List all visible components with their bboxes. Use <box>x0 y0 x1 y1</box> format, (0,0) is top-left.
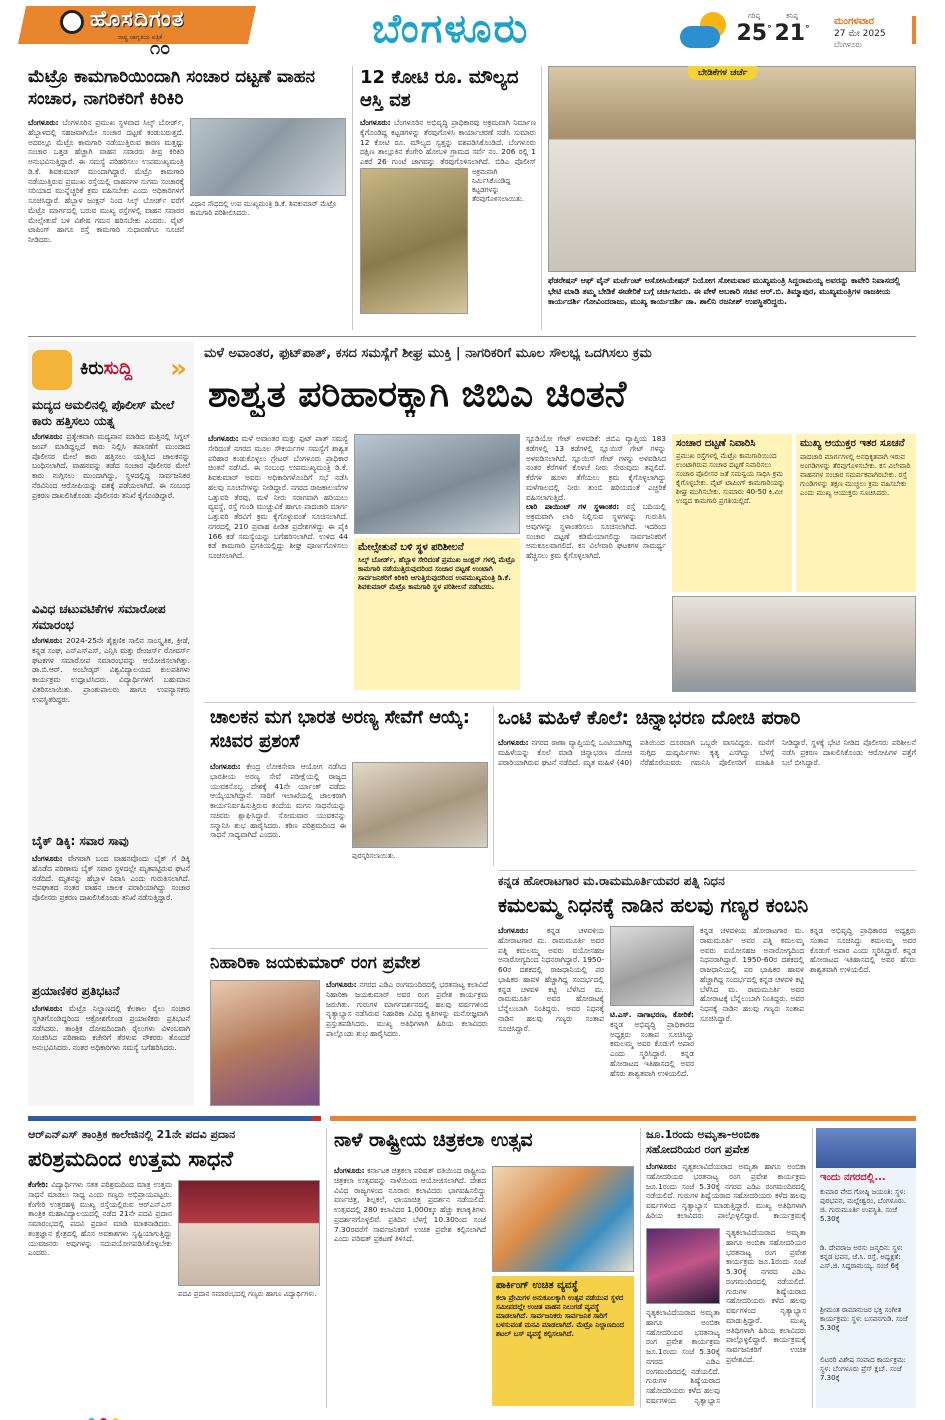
lead-box-traffic-body: ಪ್ರಮುಖ ರಸ್ತೆಗಳಲ್ಲಿ ಮೆಟ್ರೊ ಕಾಮಗಾರಿಯಿಂದ ಉಂಟಾಗಿರುವ ಸಂಚಾರ ದಟ್ಟಣೆ ನಿವಾರಿಸಲು ಸಂಚಾರ ಪೊಲೀಸರ ಜತೆ ಸಮನ್ವಯ ಸಾಧಿಸಿ ಕ್ರಮ ಕೈಗೊಳ್ಳಬೇಕು. ವೈಟ್ ಟಾಪಿಂಗ್ ಕಾಮಗಾರಿಯನ್ನು ಶೀಘ್ರ ಮುಗಿಸಬೇಕು. ಸುಮಾರು 40-50 ಕಿ.ಮೀ ಉದ್ದದ ಕಾಮಗಾರಿ ಪ್ರಗತಿಯಲ್ಲಿದೆ. <box>676 452 786 506</box>
lead-photo <box>354 434 520 534</box>
article-metro-traffic <box>28 66 346 330</box>
article-niharika-photo <box>210 980 320 1106</box>
lead-photo-caption-box <box>354 538 520 690</box>
article-niharika-title: ನಿಹಾರಿಕಾ ಜಯಕುಮಾರ್ ರಂಗ ಪ್ರವೇಶ <box>210 953 421 973</box>
article-forest-service-caption: ಪುರಸ್ಕರಿಸಲಾಯಿತು. <box>352 852 396 860</box>
masthead-accent-bar <box>912 16 916 44</box>
divider <box>352 66 353 330</box>
article-rns-title: ಪರಿಶ್ರಮದಿಂದ ಉತ್ತಮ ಸಾಧನೆ <box>28 1147 233 1171</box>
color-strip <box>28 1116 916 1121</box>
list-item: ಡಿ. ದೇವರಾಜ ಅರಸು ಜನ್ಮದಿನ: ಸ್ಥಳ: ಕನ್ನಡ ಭವನ, ಜೆ.ಸಿ. ರಸ್ತೆ. ಅಧ್ಯಕ್ಷತೆ: ಎಸ್.ಜಿ. ಸಿದ್ದರಾಮಯ್ಯ. ಸಂಜೆ 6ಕ್ಕೆ <box>820 1244 903 1271</box>
edition: ಬೆಂಗಳೂರು <box>834 39 863 49</box>
article-chitrakala-photo <box>492 1166 634 1272</box>
article-rns-caption: ಪದವಿ ಪ್ರದಾನ ಸಮಾರಂಭದಲ್ಲಿ ಗಣ್ಯರು ಹಾಗೂ ವಿದ್ಯಾರ್ಥಿಗಳು. <box>178 1290 317 1298</box>
kirusuddi-item-title: ಮದ್ಯದ ಅಮಲಿನಲ್ಲಿ ಪೊಲೀಸ್ ಮೇಲೆ ಕಾರು ಹತ್ತಿಸಲು ಯತ್ನ <box>32 398 175 428</box>
list-item <box>32 602 190 830</box>
masthead-date-block <box>834 16 914 49</box>
list-item: ಲಿಟರರಿ ವಿಶೇಷ ಸಂವಾದ ಕಾರ್ಯಕ್ರಮ: ಸ್ಥಳ: ಬೆಂಗಳೂರು ಪ್ರೆಸ್ ಕ್ಲಬ್. ಸಂಜೆ 7.30ಕ್ಕೆ <box>820 1356 907 1383</box>
article-metro-traffic-body: ಬೆಂಗಳೂರು: ಬೆಂಗಳೂರಿನ ಪ್ರಮುಖ ಸ್ಥಳವಾದ ಸಿಲ್ಕ್ ಬೋರ್ಡ್, ಹೆಬ್ಬಾಳದಲ್ಲಿ ಸಹಜವಾಗಿಯೇ ಸಂಚಾರ ದಟ್ಟಣೆ ಕಂಡುಬರುತ್ತದೆ. ಅದರಲ್ಲೂ ಮೆಟ್ರೊ ಕಾಮಗಾರಿ ನಡೆಯುತ್ತಿರುವ ಕಾರಣ ಮತ್ತಷ್ಟು ಸಂಚಾರ ಒತ್ತಡ ಹೆಚ್ಚಾಗಿ ವಾಹನ ಸವಾರರು ತೀವ್ರ ಕಿರಿಕಿರಿ ಅನುಭವಿಸುತ್ತಿದ್ದಾರೆ. ಈ ಸಮಸ್ಯೆ ಪರಿಹರಿಸಲು ಉಪಮುಖ್ಯಮಂತ್ರಿ ಡಿ.ಕೆ. ಶಿವಕುಮಾರ್ ಮುಂದಾಗಿದ್ದಾರೆ. ಮೆಟ್ರೊ ಕಾಮಗಾರಿ ನಡೆಯುತ್ತಿರುವ ಪ್ರಮುಖ ರಸ್ತೆಯಲ್ಲಿ ವಾಹನಗಳ ಸುಗಮ ಸಂಚಾರಕ್ಕೆ ಸರಿಯಾದ ಮುನ್ನೆಚ್ಚರಿಕೆ ಕ್ರಮ ವಹಿಸಬೇಕು ಎಂದು ಅಧಿಕಾರಿಗಳಿಗೆ ಸೂಚಿಸಿದ್ದಾರೆ. ಹೆಬ್ಬಾಳ ಜಂಕ್ಷನ್ ನಿಂದ ಸಿಲ್ಕ್ ಬೋರ್ಡ್ ವರೆಗೆ ಮೆಟ್ರೊ ಮಾರ್ಗದಲ್ಲಿ ಬರುವ ಮುಖ್ಯ ರಸ್ತೆಗಳಲ್ಲಿ ವಾಹನ ಸವಾರರ ಮೇಲ್ಸೇತುವೆ ಬಳಿ ವಿಶೇಷ ಗಮನ ಹರಿಸಬೇಕು ಎಂದರು. ವೈಟ್ ಟಾಪಿಂಗ್ ಹಾಗೂ ರಸ್ತೆ ಕಾಮಗಾರಿ ಸುಧಾರಣೆಗೂ ಸೂಚನೆ ನೀಡಿದರು. <box>28 118 184 245</box>
paper-logo-circle-icon <box>60 10 84 34</box>
today-in-city-title: ಇಂದು ನಗರದಲ್ಲಿ... <box>820 1172 886 1183</box>
paper-name: ಹೊಸದಿಗಂತ <box>90 7 185 32</box>
parking-box-body: ಕಲಾ ಪ್ರೇಮಿಗಳ ಅನುಕೂಲಕ್ಕಾಗಿ ಉತ್ಸವ ನಡೆಯುವ ಸ್ಥಳದ ಸಮೀಪದಲ್ಲೇ ಉಚಿತ ವಾಹನ ನಿಲುಗಡೆ ವ್ಯವಸ್ಥೆ ಮಾಡಲಾಗಿದೆ. ಸಾರ್ವಜನಿಕರು ಸಾರ್ವಜನಿಕ ಸಾರಿಗೆ ಬಳಸುವಂತೆ ಮನವಿ ಮಾಡಲಾಗಿದೆ. ಮೆಟ್ರೊ ನಿಲ್ದಾಣದಿಂದ ಶಟಲ್ ಬಸ್ ವ್ಯವಸ್ಥೆ ಕಲ್ಪಿಸಲಾಗಿದೆ. <box>496 1294 624 1339</box>
lead-kicker: ಮಳೆ ಅವಾಂತರ, ಫುಟ್‌ಪಾತ್, ಕಸದ ಸಮಸ್ಯೆಗೆ ಶೀಘ್ರ ಮುಕ್ತಿ | ನಾಗರಿಕರಿಗೆ ಮೂಲ ಸೌಲಭ್ಯ ಒದಗಿಸಲು ಕ್ರಮ <box>204 346 652 361</box>
lead-box-traffic-title: ಸಂಚಾರ ದಟ್ಟಣೆ ನಿವಾರಿಸಿ <box>676 438 756 449</box>
article-property-seized-title: 12 ಕೋಟಿ ರೂ. ಮೌಲ್ಯದ ಆಸ್ತಿ ವಶ <box>360 67 519 112</box>
article-rns <box>28 1128 320 1408</box>
article-amrutha-photo <box>646 1228 720 1304</box>
lead-story <box>204 342 916 698</box>
article-property-seized-caption: ಅಕ್ರಮವಾಗಿ ನಿರ್ಮಿಸಿಕೊಂಡಿದ್ದ ಕಟ್ಟಡಗಳನ್ನು ತೆರವುಗೊಳಿಸಲಾಯಿತು. <box>472 168 525 204</box>
weather-sun-cloud-icon <box>680 12 732 52</box>
article-property-seized <box>360 66 536 330</box>
article-kamalamma-title: ಕಮಲಮ್ಮ ನಿಧನಕ್ಕೆ ನಾಡಿನ ಹಲವು ಗಣ್ಯರ ಕಂಬನಿ <box>498 893 809 917</box>
kirusuddi-label-b: ಸುದ್ದಿ <box>103 358 133 379</box>
lead-body-col1: ಬೆಂಗಳೂರು: ಮಳೆ ಅವಾಂತರ ಮತ್ತು ಫುಟ್ ಪಾತ್ ಸಮಸ್ಯೆ ಸೇರಿದಂತೆ ನಗರದ ಮೂಲ ಸೌಕರ್ಯಗಳ ಸಮಸ್ಯೆಗೆ ಶಾಶ್ವತ ಪರಿಹಾರ ಕಂಡುಕೊಳ್ಳಲು ಗ್ರೇಟರ್ ಬೆಂಗಳೂರು ಪ್ರಾಧಿಕಾರ ಚಿಂತನೆ ನಡೆಸಿದೆ. ಈ ಸಂಬಂಧ ಉಪಮುಖ್ಯಮಂತ್ರಿ ಡಿ.ಕೆ. ಶಿವಕುಮಾರ್ ಅವರು ಅಧಿಕಾರಿಗಳೊಂದಿಗೆ ಸಭೆ ನಡೆಸಿ ಹಲವು ಸೂಚನೆಗಳನ್ನು ನೀಡಿದ್ದಾರೆ. ನಗರದ ರಾಜಕಾಲುವೆಗಳ ಒತ್ತುವರಿ ತೆರವು, ಮಳೆ ನೀರು ಸರಾಗವಾಗಿ ಹರಿಯಲು ವ್ಯವಸ್ಥೆ, ರಸ್ತೆ ಗುಂಡಿ ಮುಚ್ಚುವಿಕೆ ಹಾಗೂ ಪಾದಚಾರಿ ಮಾರ್ಗ ಒತ್ತುವರಿ ತೆರವಿಗೆ ಕ್ರಮ ಕೈಗೊಳ್ಳುವಂತೆ ಸೂಚಿಸಲಾಗಿದೆ. ನಗರದಲ್ಲಿ 210 ಪ್ರವಾಹ ಪೀಡಿತ ಪ್ರದೇಶಗಳಿದ್ದು ಈ ಪೈಕಿ 166 ಕಡೆ ಸಮಸ್ಯೆಯನ್ನು ಬಗೆಹರಿಸಲಾಗಿದೆ. ಉಳಿದ 44 ಕಡೆ ಕಾಮಗಾರಿ ಪ್ರಗತಿಯಲ್ಲಿದ್ದು ಶೀಘ್ರ ಪೂರ್ಣಗೊಳಿಸಲು ಸೂಚಿಸಲಾಗಿದೆ. <box>208 434 348 561</box>
kirusuddi-item-title: ವಿವಿಧ ಚಟುವಟಿಕೆಗಳ ಸಮಾರೋಪ ಸಮಾರಂಭ <box>32 602 166 632</box>
list-item <box>32 834 190 980</box>
article-amrutha-title: ಜೂ.1ರಂದು ಅಮೃತಾ-ಅಂಬಿಕಾ ಸಹೋದರಿಯರ ರಂಗ ಪ್ರವೇಶ <box>646 1128 760 1156</box>
lead-photo-caption-title: ಮೇಲ್ಸೇತುವೆ ಬಳಿ ಸ್ಥಳ ಪರಿಶೀಲನೆ <box>358 542 464 553</box>
article-chitrakala-body: ಬೆಂಗಳೂರು: ಕರ್ನಾಟಕ ಚಿತ್ರಕಲಾ ಪರಿಷತ್ ವತಿಯಿಂದ ರಾಷ್ಟ್ರೀಯ ಚಿತ್ರಕಲಾ ಉತ್ಸವವನ್ನು ನಾಳೆಯಿಂದ ಆಯೋಜಿಸಲಾಗಿದೆ. ದೇಶದ ವಿವಿಧ ರಾಜ್ಯಗಳಿಂದ ನೂರಾರು ಕಲಾವಿದರು ಭಾಗವಹಿಸಲಿದ್ದು ವರ್ಣಚಿತ್ರ, ಶಿಲ್ಪಕಲೆ, ಛಾಯಾಚಿತ್ರ ಪ್ರದರ್ಶನ ನಡೆಯಲಿದೆ. ಉತ್ಸವದಲ್ಲಿ 280 ಕಲಾವಿದರ 1,000ಕ್ಕೂ ಹೆಚ್ಚು ಕಲಾಕೃತಿಗಳು ಪ್ರದರ್ಶನಗೊಳ್ಳಲಿವೆ. ಪ್ರತಿದಿನ ಬೆಳಗ್ಗೆ 10.30ರಿಂದ ಸಂಜೆ 7.30ರವರೆಗೆ ಸಾರ್ವಜನಿಕರಿಗೆ ಉಚಿತ ಪ್ರವೇಶ ಕಲ್ಪಿಸಲಾಗಿದೆ ಎಂದು ಪರಿಷತ್ ಪ್ರಕಟಣೆ ತಿಳಿಸಿದೆ. <box>334 1166 486 1244</box>
article-rns-photo <box>178 1180 320 1286</box>
divider <box>541 66 542 330</box>
lead-box-commissioner-body: ಪಾದಚಾರಿ ಮಾರ್ಗಗಳಲ್ಲಿ ಅನಧಿಕೃತವಾಗಿ ಇರುವ ಅಂಗಡಿಗಳನ್ನು ತೆರವುಗೊಳಿಸಬೇಕು. ಕಸ ವಿಲೇವಾರಿ ವಾಹನಗಳ ಸಂಚಾರ ಸಮರ್ಪಕವಾಗಿರಬೇಕು. ರಸ್ತೆ ಗುಂಡಿಗಳನ್ನು ತಕ್ಷಣ ಮುಚ್ಚಲು ಕ್ರಮ ವಹಿಸಬೇಕು ಎಂದು ಮುಖ್ಯ ಆಯುಕ್ತರು ಸೂಚಿಸಿದರು. <box>800 453 911 498</box>
article-kamalamma-portrait <box>610 926 694 1006</box>
lead-box-commissioner <box>796 434 916 592</box>
kirusuddi-item-body: ಬೆಂಗಳೂರು: 2024-25ನೇ ಶೈಕ್ಷಣಿಕ ಸಾಲಿನ ಸಾಂಸ್ಕೃತಿಕ, ಕ್ರೀಡೆ, ಕನ್ನಡ ಸಂಘ, ಎನ್ಎಸ್ಎಸ್, ಎನ್ಸಿಸಿ ಮತ್ತು ರೇಂಜರ್ಸ್ ರೋವರ್ಸ್ ಘಟಕಗಳ ಸಮಾರೋಪ ಸಮಾರಂಭವನ್ನು ಆಯೋಜಿಸಲಾಗಿತ್ತು. ಡಾ.ಬಿ.ಆರ್. ಅಂಬೇಡ್ಕರ್ ವಿಶ್ವವಿದ್ಯಾಲಯದ ಕುಲಪತಿಗಳು ಕಾರ್ಯಕ್ರಮ ಉದ್ಘಾಟಿಸಿದರು. ವಿದ್ಯಾರ್ಥಿಗಳಿಗೆ ಬಹುಮಾನ ವಿತರಿಸಲಾಯಿತು. ಪ್ರಾಂಶುಪಾಲರು ಹಾಗೂ ಉಪನ್ಯಾಸಕರು ಉಪಸ್ಥಿತರಿದ್ದರು. <box>32 636 190 704</box>
list-item <box>32 984 190 1102</box>
article-kamalamma-body3: ಕನ್ನಡ ಚಳವಳಿಯ ಹೋರಾಟಗಾರ ಮ. ರಾಮಮೂರ್ತಿ ಅವರ ಪತ್ನಿ ಕಮಲಮ್ಮ ಅವರು ವಯೋಸಹಜ ಅನಾರೋಗ್ಯದಿಂದ ನಿಧನರಾಗಿದ್ದಾರೆ. 1950-60ರ ದಶಕದಲ್ಲಿ ರಾಜಧಾನಿಯಲ್ಲಿ ಪರ ಭಾಷಿಕರ ಹಾವಳಿ ಹೆಚ್ಚಾಗಿದ್ದ ಸಂದರ್ಭದಲ್ಲಿ ಕನ್ನಡ ಚಳವಳಿ ಕಟ್ಟಿ ಬೆಳೆಸಿದ ಮ. ರಾಮಮೂರ್ತಿ ಅವರ ಹೋರಾಟಕ್ಕೆ ಬೆನ್ನೆಲುಬಾಗಿ ನಿಂತಿದ್ದರು. ಅವರ ನಿಧನಕ್ಕೆ ನಾಡಿನ ಹಲವು ಗಣ್ಯರು ಸಂತಾಪ ಸೂಚಿಸಿದ್ದಾರೆ. <box>700 926 804 1023</box>
article-chitrakala <box>334 1128 634 1408</box>
divider <box>640 1128 641 1408</box>
parking-box-title: ಪಾರ್ಕಿಂಗ್ ಉಚಿತ ವ್ಯವಸ್ಥೆ <box>496 1280 579 1291</box>
divider <box>326 1128 327 1408</box>
article-forest-service <box>210 706 488 944</box>
article-murder-body: ಬೆಂಗಳೂರು: ನಗರದ ಠಾಣಾ ವ್ಯಾಪ್ತಿಯಲ್ಲಿ ಒಂಟಿಯಾಗಿದ್ದ ಮಹಿಳೆಯನ್ನು ಕೊಲೆ ಮಾಡಿ ಚಿನ್ನಾಭರಣ ದೋಚಿ ಪರಾರಿಯಾಗಿರುವ ಘಟನೆ ನಡೆದಿದೆ. ಮೃತ ಮಹಿಳೆ (40) ಪತಿಯಿಂದ ದೂರವಾಗಿ ಒಬ್ಬರೇ ವಾಸವಿದ್ದರು. ಮನೆಗೆ ನುಗ್ಗಿದ ದುಷ್ಕರ್ಮಿಗಳು ಕೃತ್ಯ ಎಸಗಿದ್ದು ಬೆಳಗ್ಗೆ ನೆರೆಹೊರೆಯವರು ಗಮನಿಸಿ ಪೊಲೀಸರಿಗೆ ಮಾಹಿತಿ ನೀಡಿದ್ದಾರೆ. ಸ್ಥಳಕ್ಕೆ ಭೇಟಿ ನೀಡಿದ ಪೊಲೀಸರು ಪರಿಶೀಲನೆ ನಡೆಸಿ ಪ್ರಕರಣ ದಾಖಲಿಸಿಕೊಂಡು ಆರೋಪಿಗಳ ಪತ್ತೆಗೆ ಬಲೆ ಬೀಸಿದ್ದಾರೆ. <box>498 738 916 767</box>
kirusuddi-item-title: ಬೈಕ್ ಡಿಕ್ಕಿ: ಸವಾರ ಸಾವು <box>32 834 129 848</box>
article-kamalamma-body2: ಟಿ.ಎಸ್. ನಾಗಾಭರಣ, ಕೋರಿಕೆ: ಕನ್ನಡ ಅಭಿವೃದ್ಧಿ ಪ್ರಾಧಿಕಾರದ ಅಧ್ಯಕ್ಷರು ಸಂತಾಪ ಸೂಚಿಸಿದ್ದು ಕಮಲಮ್ಮ ಅವರ ಕೊಡುಗೆ ಅಪಾರ ಎಂದು ಸ್ಮರಿಸಿದ್ದಾರೆ. ಕನ್ನಡ ಹೋರಾಟದ ಇತಿಹಾಸದಲ್ಲಿ ಅವರ ಹೆಸರು ಶಾಶ್ವತವಾಗಿ ಉಳಿಯಲಿದೆ. <box>610 1010 694 1078</box>
article-murder <box>498 706 916 866</box>
day-name: ಮಂಗಳವಾರ <box>834 16 875 27</box>
weather-min-value: 21 <box>774 21 806 46</box>
masthead <box>0 0 945 62</box>
article-rns-kicker: ಆರ್‌ಎನ್‌ಎಸ್ ತಾಂತ್ರಿಕ ಕಾಲೇಜಿನಲ್ಲಿ 21ನೇ ಪದವಿ ಪ್ರದಾನ <box>28 1128 236 1141</box>
article-amrutha-body: ಬೆಂಗಳೂರು: ನೃತ್ಯಕಲಾವಿದೆಯರಾದ ಅಮೃತಾ ಹಾಗೂ ಅಂಬಿಕಾ ಸಹೋದರಿಯರ ಭರತನಾಟ್ಯ ರಂಗ ಪ್ರವೇಶ ಕಾರ್ಯಕ್ರಮ ಜೂ.1ರಂದು ಸಂಜೆ 5.30ಕ್ಕೆ ನಗರದ ಎಡಿಎ ರಂಗಮಂದಿರದಲ್ಲಿ ನಡೆಯಲಿದೆ. ಗುರುಗಳ ಶಿಷ್ಯೆಯರಾದ ಸಹೋದರಿಯರು ಕಳೆದ ಹಲವು ವರ್ಷಗಳಿಂದ ನೃತ್ಯಾಭ್ಯಾಸ ಮಾಡುತ್ತಿದ್ದಾರೆ. ಮುಖ್ಯ ಅತಿಥಿಗಳಾಗಿ ಹಿರಿಯ ಕಲಾವಿದರು ಪಾಲ್ಗೊಳ್ಳಲಿದ್ದಾರೆ. ಕಾರ್ಯಕ್ರಮಕ್ಕೆ <box>646 1162 806 1220</box>
divider <box>498 870 916 871</box>
article-forest-service-photo <box>352 762 488 848</box>
kirusuddi-column <box>28 342 194 1106</box>
lead-meeting-photo <box>672 596 916 692</box>
weather-min-label: ಕನಿಷ್ಠ <box>786 12 798 20</box>
demands-badge: ಬೇಡಿಕೆಗಳ ಚರ್ಚೆ <box>688 66 757 80</box>
kirusuddi-header <box>28 348 194 396</box>
lead-title: ಶಾಶ್ವತ ಪರಿಹಾರಕ್ಕಾಗಿ ಜಿಬಿಎ ಚಿಂತನೆ <box>208 374 627 415</box>
list-item <box>32 398 190 598</box>
lead-box-commissioner-title: ಮುಖ್ಯ ಆಯುಕ್ತರ ಇತರ ಸೂಚನೆ <box>800 438 905 449</box>
weather-max-value: 25 <box>736 21 768 46</box>
article-kamalamma <box>498 874 916 1106</box>
divider <box>812 1128 813 1408</box>
article-amrutha-body3: ನೃತ್ಯಕಲಾವಿದೆಯರಾದ ಅಮೃತಾ ಹಾಗೂ ಅಂಬಿಕಾ ಸಹೋದರಿಯರ ಭರತನಾಟ್ಯ ರಂಗ ಪ್ರವೇಶ ಕಾರ್ಯಕ್ರಮ ಜೂ.1ರಂದು ಸಂಜೆ 5.30ಕ್ಕೆ ನಗರದ ಎಡಿಎ ರಂಗಮಂದಿರದಲ್ಲಿ ನಡೆಯಲಿದೆ. ಗುರುಗಳ ಶಿಷ್ಯೆಯರಾದ ಸಹೋದರಿಯರು ಕಳೆದ ಹಲವು ವರ್ಷಗಳಿಂದ ನೃತ್ಯಾಭ್ಯಾಸ <box>646 1308 720 1405</box>
kirusuddi-item-body: ಬೆಂಗಳೂರು: ವೇಗವಾಗಿ ಬಂದ ವಾಹನವೊಂದು ಬೈಕ್ ಗೆ ಡಿಕ್ಕಿ ಹೊಡೆದ ಪರಿಣಾಮ ಬೈಕ್ ಸವಾರ ಸ್ಥಳದಲ್ಲೇ ಮೃತಪಟ್ಟಿರುವ ಘಟನೆ ನಡೆದಿದೆ. ಮೃತನನ್ನು ಹೆಬ್ಬಾಳ ನಿವಾಸಿ ಎಂದು ಗುರುತಿಸಲಾಗಿದೆ. ಅಪಘಾತದ ನಂತರ ವಾಹನ ಚಾಲಕ ಪರಾರಿಯಾಗಿದ್ದು ಸಂಚಾರ ಪೊಲೀಸರು ಪ್ರಕರಣ ದಾಖಲಿಸಿಕೊಂಡು ತನಿಖೆ ನಡೆಸುತ್ತಿದ್ದಾರೆ. <box>32 854 190 903</box>
article-niharika-body: ಬೆಂಗಳೂರು: ನಗರದ ಎಡಿಎ ರಂಗಮಂದಿರದಲ್ಲಿ ಭರತನಾಟ್ಯ ಕಲಾವಿದೆ ನಿಹಾರಿಕಾ ಜಯಕುಮಾರ್ ಅವರ ರಂಗ ಪ್ರವೇಶ ಕಾರ್ಯಕ್ರಮ ಜರುಗಿತು. ಗುರುಗಳ ಮಾರ್ಗದರ್ಶನದಲ್ಲಿ ಹಲವು ವರ್ಷಗಳಿಂದ ನೃತ್ಯಾಭ್ಯಾಸ ನಡೆಸಿರುವ ನಿಹಾರಿಕಾ ವಿವಿಧ ಕೃತಿಗಳನ್ನು ಮನೋಜ್ಞವಾಗಿ ಪ್ರಸ್ತುತಪಡಿಸಿದರು. ಮುಖ್ಯ ಅತಿಥಿಗಳಾಗಿ ಹಿರಿಯ ಕಲಾವಿದರು ಪಾಲ್ಗೊಂಡು ಶುಭ ಹಾರೈಸಿದರು. <box>326 980 488 1038</box>
divider <box>210 948 488 949</box>
article-rns-body: ಕೆಂಗೇರಿ: ವಿದ್ಯಾರ್ಥಿಗಳು ಸತತ ಪರಿಶ್ರಮದಿಂದ ಮಾತ್ರ ಉತ್ತಮ ಸಾಧನೆ ಮಾಡಲು ಸಾಧ್ಯ ಎಂದು ಗಣ್ಯರು ಅಭಿಪ್ರಾಯಪಟ್ಟರು. ಕೆಂಗೇರಿ ಉತ್ತರಹಳ್ಳಿ ಮುಖ್ಯ ರಸ್ತೆಯಲ್ಲಿರುವ ಆರ್‌ಎನ್‌ಎಸ್ ತಾಂತ್ರಿಕ ಮಹಾವಿದ್ಯಾಲಯದಲ್ಲಿ ನಡೆದ 21ನೇ ಪದವಿ ಪ್ರದಾನ ಸಮಾರಂಭದಲ್ಲಿ ಪದವಿ ಪ್ರದಾನ ಮಾಡಿ ಮಾತನಾಡಿದರು. ತಂತ್ರಜ್ಞಾನ ಕ್ಷೇತ್ರದಲ್ಲಿ ಹೊಸ ಅವಕಾಶಗಳು ಸೃಷ್ಟಿಯಾಗುತ್ತಿದ್ದು ಯುವಜನರು ಅವುಗಳನ್ನು ಸದುಪಯೋಗಪಡಿಸಿಕೊಳ್ಳಬೇಕು ಎಂದರು. <box>28 1180 172 1258</box>
weather-max-label: ಗರಿಷ್ಠ <box>747 12 761 20</box>
article-metro-traffic-caption: ವಿಧಾನ ಸೌಧದಲ್ಲಿ ಉಪ ಮುಖ್ಯಮಂತ್ರಿ ಡಿ.ಕೆ. ಶಿವಕುಮಾರ್ ಮೆಟ್ರೊ ಕಾಮಗಾರಿ ಪರಿಶೀಲಿಸಿದರು. <box>190 200 337 218</box>
registration-marks <box>88 1410 128 1418</box>
article-demands-discussion <box>548 66 916 330</box>
article-amrutha <box>646 1128 806 1408</box>
meeting-caption: ಫೆಡರೇಷನ್ ಆಫ್ ವೈನ್ ಮರ್ಚೆಂಟ್ ಅಸೋಸಿಯೇಷನ್ ನಿಯೋಗ ಸೋಮವಾರ ಮುಖ್ಯಮಂತ್ರಿ ಸಿದ್ದರಾಮಯ್ಯ ಅವರನ್ನು ಕಾವೇರಿ ನಿವಾಸದಲ್ಲಿ ಭೇಟಿ ಮಾಡಿ ತಮ್ಮ ಬೇಡಿಕೆ ಈಡೇರಿಕೆ ಬಗ್ಗೆ ಚರ್ಚಿಸಿದರು. ಈ ವೇಳೆ ಅಬಕಾರಿ ಸಚಿವ ಆರ್.ಬಿ. ತಿಮ್ಮಾಪುರ, ಮುಖ್ಯಮಂತ್ರಿಗಳ ರಾಜಕೀಯ ಕಾರ್ಯದರ್ಶಿ ಗೋವಿಂದರಾಜು, ಮುಖ್ಯ ಕಾರ್ಯದರ್ಶಿ ಡಾ. ಶಾಲಿನಿ ರಜನೀಶ್ ಉಪಸ್ಥಿತರಿದ್ದರು. <box>548 276 901 307</box>
article-forest-service-body: ಬೆಂಗಳೂರು: ಕೇಂದ್ರ ಲೋಕಸೇವಾ ಆಯೋಗ ನಡೆಸಿದ ಭಾರತೀಯ ಅರಣ್ಯ ಸೇವೆ ಪರೀಕ್ಷೆಯಲ್ಲಿ ರಾಜ್ಯದ ಯುವಕನೊಬ್ಬ ದೇಶಕ್ಕೆ 41ನೇ ರ್ಯಾಂಕ್ ಪಡೆದು ಆಯ್ಕೆಯಾಗಿದ್ದಾನೆ. ಸಾರಿಗೆ ಇಲಾಖೆಯಲ್ಲಿ ಚಾಲಕರಾಗಿ ಕಾರ್ಯನಿರ್ವಹಿಸುತ್ತಿರುವ ತಂದೆಯ ಮಗನ ಸಾಧನೆಯನ್ನು ಸಚಿವರು ಶ್ಲಾಘಿಸಿದ್ದಾರೆ. ಸೋಮವಾರ ಯುವಕನನ್ನು ಸನ್ಮಾನಿಸಿ ಶುಭ ಹಾರೈಸಿದರು. ಕಠಿಣ ಪರಿಶ್ರಮದಿಂದ ಈ ಸಾಧನೆ ಸಾಧ್ಯವಾಗಿದೆ ಎಂದರು. <box>210 762 346 840</box>
weather-min: ಕನಿಷ್ಠ 21° <box>772 12 812 46</box>
meeting-photo <box>548 66 916 272</box>
city-skyline-icon <box>816 1128 916 1168</box>
lead-photo-caption: ಸಿಲ್ಕ್ ಬೋರ್ಡ್, ಹೆಬ್ಬಾಳ ಸೇರಿದಂತೆ ಪ್ರಮುಖ ಜಂಕ್ಷನ್ ಗಳಲ್ಲಿ ಮೆಟ್ರೊ ಕಾಮಗಾರಿ ನಡೆಯುತ್ತಿರುವುದರಿಂದ ಸಂಚಾರ ದಟ್ಟಣೆ ಉಂಟಾಗಿ ಸಾರ್ವಜನಿಕರಿಗೆ ಕಿರಿಕಿರಿ ಆಗುತ್ತಿರುವುದರಿಂದ ಉಪಮುಖ್ಯಮಂತ್ರಿ ಡಿ.ಕೆ. ಶಿವಕುಮಾರ್ ಮೆಟ್ರೊ ಕಾಮಗಾರಿ ಸ್ಥಳ ಪರಿಶೀಲನೆ ನಡೆಸಿದರು. <box>358 556 516 592</box>
paper-tagline: ರಾಷ್ಟ್ರ ಜಾಗೃತಿಯ ಪತ್ರಿಕೆ <box>118 34 163 41</box>
list-item: ಕುಮಾರ ವೇದ ಗೋಷ್ಠಿ ಜಯಂತಿ: ಸ್ಥಳ: ಪುರಭವನ, ಮಲ್ಲೇಶ್ವರಂ, ಬೆಂಗಳೂರು. ಜಿ. ಗುರುಮೂರ್ತಿ ಉಪಸ್ಥಿತಿ. ಸಂಜೆ 5.30ಕ್ಕೆ <box>820 1188 907 1224</box>
kirusuddi-item-body: ಬೆಂಗಳೂರು: ಮೆಟ್ರೊ ನಿಲ್ದಾಣದಲ್ಲಿ ಕೆಲಕಾಲ ರೈಲು ಸಂಚಾರ ಸ್ಥಗಿತಗೊಂಡಿದ್ದರಿಂದ ಆಕ್ರೋಶಗೊಂಡ ಪ್ರಯಾಣಿಕರು ಪ್ರತಿಭಟನೆ ನಡೆಸಿದರು. ತಾಂತ್ರಿಕ ದೋಷದಿಂದಾಗಿ ರೈಲುಗಳು ವಿಳಂಬವಾಗಿ ಸಂಚರಿಸಿದ ಪರಿಣಾಮ ಕಚೇರಿಗೆ ತೆರಳುವ ನೌಕರರು ತೊಂದರೆ ಅನುಭವಿಸಿದರು. ನಂತರ ಅಧಿಕಾರಿಗಳು ಸಮಸ್ಯೆ ಬಗೆಹರಿಸಿದರು. <box>32 1004 190 1053</box>
page-number: ೧೦ <box>150 38 171 59</box>
kirusuddi-item-body: ಬೆಂಗಳೂರು: ಪ್ರತ್ಯೇಕವಾಗಿ ಮದ್ಯಪಾನ ಮಾಡಿದ ಮತ್ತಿನಲ್ಲಿ ಸಿಗ್ನಲ್ ಜಂಪ್ ಮಾಡಿದ್ದಲ್ಲದೆ ಕಾರು ನಿಲ್ಲಿಸಿ ತಪಾಸಣೆಗೆ ಮುಂದಾದ ಪೊಲೀಸರ ಮೇಲೆ ಕಾರು ಹತ್ತಿಸಲು ಯತ್ನಿಸಿದ ಚಾಲಕನನ್ನು ಬಂಧಿಸಲಾಗಿದೆ. ವಾಹನವನ್ನು ತಡೆದ ಸಂಚಾರ ಪೊಲೀಸರ ಮೇಲೆ ಕಾರು ನುಗ್ಗಿಸಲು ಮುಂದಾಗಿದ್ದು, ಸ್ಥಳದಲ್ಲಿದ್ದ ಸಾರ್ವಜನಿಕರ ನೆರವಿನಿಂದ ಆರೋಪಿಯನ್ನು ವಶಕ್ಕೆ ಪಡೆಯಲಾಗಿದೆ. ಈ ಸಂಬಂಧ ಪ್ರಕರಣ ದಾಖಲಿಸಿಕೊಂಡು ಪೊಲೀಸರು ತನಿಖೆ ಕೈಗೊಂಡಿದ್ದಾರೆ. <box>32 432 190 500</box>
article-amrutha-body2: ನೃತ್ಯಕಲಾವಿದೆಯರಾದ ಅಮೃತಾ ಹಾಗೂ ಅಂಬಿಕಾ ಸಹೋದರಿಯರ ಭರತನಾಟ್ಯ ರಂಗ ಪ್ರವೇಶ ಕಾರ್ಯಕ್ರಮ ಜೂ.1ರಂದು ಸಂಜೆ 5.30ಕ್ಕೆ ನಗರದ ಎಡಿಎ ರಂಗಮಂದಿರದಲ್ಲಿ ನಡೆಯಲಿದೆ. ಗುರುಗಳ ಶಿಷ್ಯೆಯರಾದ ಸಹೋದರಿಯರು ಕಳೆದ ಹಲವು ವರ್ಷಗಳಿಂದ ನೃತ್ಯಾಭ್ಯಾಸ ಮಾಡುತ್ತಿದ್ದಾರೆ. ಮುಖ್ಯ ಅತಿಥಿಗಳಾಗಿ ಹಿರಿಯ ಕಲಾವಿದರು ಪಾಲ್ಗೊಳ್ಳಲಿದ್ದಾರೆ. ಕಾರ್ಯಕ್ರಮಕ್ಕೆ ಸಾರ್ವಜನಿಕರಿಗೆ ಉಚಿತ ಪ್ರವೇಶವಿದೆ. <box>726 1228 806 1364</box>
divider <box>204 702 916 703</box>
lead-body-col2: ಸ್ಟೂಡಿಯೋ ಗೇಟ್ ಅಳವಡಿಕೆ: ಜಿಬಿಎ ವ್ಯಾಪ್ತಿಯ 183 ಕಡೆಗಳಲ್ಲಿ 13 ಕಡೆಗಳಲ್ಲಿ ಸ್ಲೂಯಿಸ್ ಗೇಟ್ ಗಳನ್ನು ಅಳವಡಿಸಲಾಗಿದೆ. ಸ್ಲೂಯಿಸ್ ಗೇಟ್ ಗಳನ್ನು ಅಳವಡಿಸಿದ ನಂತರ ಕೆರೆಗಳಿಗೆ ಕೊಳಚೆ ನೀರು ಸೇರುವುದು ತಪ್ಪಲಿದೆ. ಕೆರೆಗಳ ಹೂಳು ತೆಗೆಯಲು ಕ್ರಮ ಕೈಗೊಳ್ಳಲಾಗಿದ್ದು ಮಳೆಗಾಲದಲ್ಲಿ ನೀರು ತುಂಬಿ ಹರಿಯದಂತೆ ಎಚ್ಚರಿಕೆ ವಹಿಸಲಾಗುತ್ತಿದೆ. ಲಾರಿ ಪಾಯಿಂಟ್ ಗಳ ಸ್ಥಳಾಂತರ: ರಸ್ತೆ ಬದಿಯಲ್ಲಿ ಅಕ್ರಮವಾಗಿ ಲಾರಿ ನಿಲ್ಲಿಸುವ ಸ್ಥಳಗಳನ್ನು ಗುರುತಿಸಿ ಅವುಗಳನ್ನು ಸ್ಥಳಾಂತರಿಸಲು ಸೂಚಿಸಲಾಗಿದೆ. ಇದರಿಂದ ಸಂಚಾರ ದಟ್ಟಣೆ ಕಡಿಮೆಯಾಗಲಿದ್ದು ಸಾರ್ವಜನಿಕರಿಗೆ ಅನುಕೂಲವಾಗಲಿದೆ. ಕಸ ವಿಲೇವಾರಿ ಘಟಕಗಳ ಸಾಮರ್ಥ್ಯ ಹೆಚ್ಚಿಸಲು ಕ್ರಮ ಕೈಗೊಳ್ಳಲಾಗಿದೆ. <box>526 434 666 561</box>
article-property-seized-photo <box>360 168 468 314</box>
today-in-city-box <box>816 1128 916 1408</box>
article-forest-service-title: ಚಾಲಕನ ಮಗ ಭಾರತ ಅರಣ್ಯ ಸೇವೆಗೆ ಆಯ್ಕೆ: ಸಚಿವರ ಪ್ರಶಂಸೆ <box>210 707 470 753</box>
list-item: ಶ್ರೀಮಂತ ರಾಮಾನುಜರ ಭಕ್ತಿ ಸಂಗೀತ ಕಾರ್ಯಕ್ರಮ: ಸ್ಥಳ: ಬಸವನಗುಡಿ. ಸಂಜೆ 5.30ಕ್ಕೆ <box>820 1306 908 1333</box>
article-murder-title: ಒಂಟಿ ಮಹಿಳೆ ಕೊಲೆ: ಚಿನ್ನಾಭರಣ ದೋಚಿ ಪರಾರಿ <box>498 707 801 729</box>
weather-max: ಗರಿಷ್ಠ 25° <box>734 12 774 46</box>
lead-box-traffic <box>672 434 792 592</box>
city-name: ಬೆಂಗಳೂರು <box>372 6 530 52</box>
article-chitrakala-title: ನಾಳೆ ರಾಷ್ಟ್ರೀಯ ಚಿತ್ರಕಲಾ ಉತ್ಸವ <box>334 1129 533 1151</box>
divider <box>28 336 916 337</box>
article-property-seized-body: ಬೆಂಗಳೂರು: ಬೆಂಗಳೂರಿನ ಅಭಿವೃದ್ಧಿ ಪ್ರಾಧಿಕಾರವು ಅಕ್ರಮವಾಗಿ ನಿರ್ಮಾಣ ಕೈಗೊಂಡಿದ್ದ ಕಟ್ಟಡಗಳನ್ನು ತೆರವುಗೊಳಿಸಿ ಕಾರ್ಯಾಚರಣೆ ನಡೆಸಿ ಸುಮಾರು 12 ಕೋಟಿ ರೂ. ಮೌಲ್ಯದ ಸ್ವತ್ತನ್ನು ವಶಪಡಿಸಿಕೊಂಡಿದೆ. ಬೆಂಗಳೂರು ದಕ್ಷಿಣ ತಾಲ್ಲೂಕಿನ ಕೆಂಗೇರಿ ಹೋಬಳಿ ಗ್ರಾಮದ ಸರ್ವೆ ನಂ. 206 ರಲ್ಲಿ 1 ಎಕರೆ 26 ಗುಂಟೆ ಜಾಗವನ್ನು ತೆರವುಗೊಳಿಸಲಾಗಿದೆ. ಬಿಡಿಎ ಪೊಲೀಸ್ <box>360 118 536 166</box>
hand-point-icon <box>32 350 72 390</box>
kirusuddi-label-a: ಕಿರು <box>80 358 104 379</box>
article-kamalamma-body: ಬೆಂಗಳೂರು: ಕನ್ನಡ ಚಳವಳಿಯ ಹೋರಾಟಗಾರ ಮ. ರಾಮಮೂರ್ತಿ ಅವರ ಪತ್ನಿ ಕಮಲಮ್ಮ ಅವರು ವಯೋಸಹಜ ಅನಾರೋಗ್ಯದಿಂದ ನಿಧನರಾಗಿದ್ದಾರೆ. 1950-60ರ ದಶಕದಲ್ಲಿ ರಾಜಧಾನಿಯಲ್ಲಿ ಪರ ಭಾಷಿಕರ ಹಾವಳಿ ಹೆಚ್ಚಾಗಿದ್ದ ಸಂದರ್ಭದಲ್ಲಿ ಕನ್ನಡ ಚಳವಳಿ ಕಟ್ಟಿ ಬೆಳೆಸಿದ ಮ. ರಾಮಮೂರ್ತಿ ಅವರ ಹೋರಾಟಕ್ಕೆ ಬೆನ್ನೆಲುಬಾಗಿ ನಿಂತಿದ್ದರು. ಅವರ ನಿಧನಕ್ಕೆ ನಾಡಿನ ಹಲವು ಗಣ್ಯರು ಸಂತಾಪ ಸೂಚಿಸಿದ್ದಾರೆ. <box>498 926 604 1033</box>
divider <box>493 706 494 866</box>
article-kamalamma-kicker: ಕನ್ನಡ ಹೋರಾಟಗಾರ ಮ.ರಾಮಮೂರ್ತಿಯವರ ಪತ್ನಿ ನಿಧನ <box>498 874 725 888</box>
kirusuddi-item-title: ಪ್ರಯಾಣಿಕರ ಪ್ರತಿಭಟನೆ <box>32 984 120 998</box>
article-kamalamma-body4: ಕನ್ನಡ ಅಭಿವೃದ್ಧಿ ಪ್ರಾಧಿಕಾರದ ಅಧ್ಯಕ್ಷರು ಸಂತಾಪ ಸೂಚಿಸಿದ್ದು ಕಮಲಮ್ಮ ಅವರ ಕೊಡುಗೆ ಅಪಾರ ಎಂದು ಸ್ಮರಿಸಿದ್ದಾರೆ. ಕನ್ನಡ ಹೋರಾಟದ ಇತಿಹಾಸದಲ್ಲಿ ಅವರ ಹೆಸರು ಶಾಶ್ವತವಾಗಿ ಉಳಿಯಲಿದೆ. <box>810 926 916 975</box>
date: 27 ಮೇ 2025 <box>834 28 886 39</box>
chevron-right-icon: » <box>170 354 187 384</box>
article-metro-traffic-title: ಮೆಟ್ರೊ ಕಾಮಗಾರಿಯಿಂದಾಗಿ ಸಂಚಾರ ದಟ್ಟಣೆ ವಾಹನ ಸಂಚಾರ, ನಾಗರಿಕರಿಗೆ ಕಿರಿಕಿರಿ <box>28 67 315 110</box>
article-metro-traffic-photo <box>190 118 346 196</box>
parking-box <box>492 1276 634 1406</box>
city-title <box>372 6 622 58</box>
article-niharika <box>210 952 488 1106</box>
